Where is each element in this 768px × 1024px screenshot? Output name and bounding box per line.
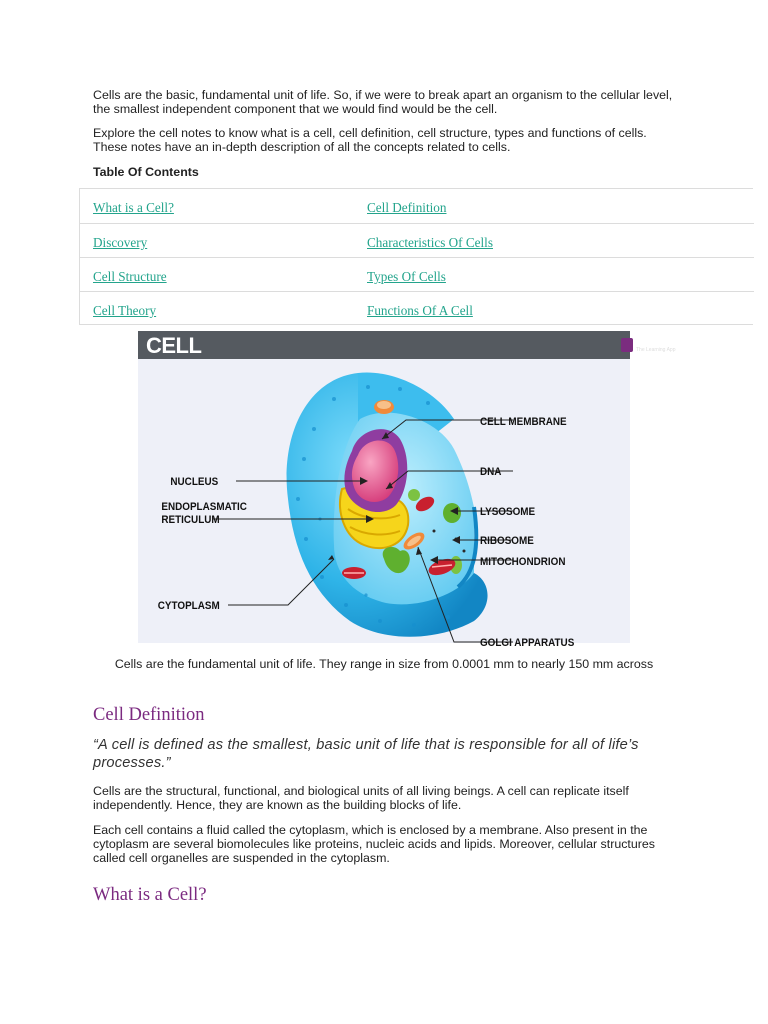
intro-paragraph-2: Explore the cell notes to know what is a cell, cell definition, cell structure, types and functions of cells. These notes have an in-depth description of all the concepts related to cells. <box>93 126 647 154</box>
label-er-line-2: RETICULUM <box>161 514 220 527</box>
toc-link-cell-definition[interactable]: Cell Definition <box>367 200 447 215</box>
golgi-top <box>374 400 394 414</box>
toc-link-functions-of-a-cell[interactable]: Functions Of A Cell <box>367 303 473 318</box>
toc-row <box>80 257 754 291</box>
label-lysosome: LYSOSOME <box>480 506 536 519</box>
label-mitochondrion: MITOCHONDRION <box>480 556 566 569</box>
toc-link-cell-theory[interactable]: Cell Theory <box>93 303 157 318</box>
label-cytoplasm: CYTOPLASM <box>157 600 220 613</box>
label-dna: DNA <box>480 466 502 479</box>
toc-link-types-of-cells[interactable]: Types Of Cells <box>367 269 446 284</box>
cell-diagram-figure <box>138 331 676 650</box>
toc-row <box>80 189 754 223</box>
heading-cell-definition: Cell Definition <box>93 705 205 725</box>
figure-header <box>138 331 676 359</box>
label-golgi-apparatus: GOLGI APPARATUS <box>480 637 575 650</box>
cell-illustration <box>138 359 630 650</box>
label-nucleus: NUCLEUS <box>170 476 219 489</box>
toc-link-characteristics-of-cells[interactable]: Characteristics Of Cells <box>367 235 493 250</box>
toc-row <box>80 223 754 257</box>
definition-quote: “A cell is defined as the smallest, basic unit of life that is responsible for all of life’s processes.” <box>93 737 639 771</box>
toc-link-discovery[interactable]: Discovery <box>93 235 148 250</box>
brand-mark-icon <box>621 338 633 352</box>
toc-link-what-is-a-cell[interactable]: What is a Cell? <box>93 200 174 215</box>
toc-row <box>80 291 754 325</box>
intro-paragraph-1: Cells are the basic, fundamental unit of life. So, if we were to break apart an organism to the cellular level, the smallest independent component that we would find would be the cell. <box>93 88 673 116</box>
definition-paragraph-1: Cells are the structural, functional, and biological units of all living beings. A cell can replicate itself independently. Hence, they are known as the building blocks of life. <box>93 784 629 812</box>
definition-paragraph-2: Each cell contains a fluid called the cytoplasm, which is enclosed by a membrane. Also present in the cytoplasm are several biomolecules like proteins, nucleic acids and lipids. Moreover, cellular structures called cell organelles are suspended in the cytoplasm. <box>93 823 655 865</box>
figure-caption: Cells are the fundamental unit of life. They range in size from 0.0001 mm to nearly 150 mm across <box>114 657 654 671</box>
brand-tagline: The Learning App <box>636 347 676 353</box>
table-of-contents <box>79 188 753 325</box>
toc-title: Table Of Contents <box>93 165 199 179</box>
heading-what-is-a-cell: What is a Cell? <box>93 885 207 905</box>
label-ribosome: RIBOSOME <box>480 535 534 548</box>
label-er-line-1: ENDOPLASMATIC <box>161 501 247 514</box>
toc-link-cell-structure[interactable]: Cell Structure <box>93 269 167 284</box>
figure-title: CELL <box>146 333 202 358</box>
brand-name: BYJU'S <box>636 336 676 348</box>
label-cell-membrane: CELL MEMBRANE <box>480 416 567 429</box>
